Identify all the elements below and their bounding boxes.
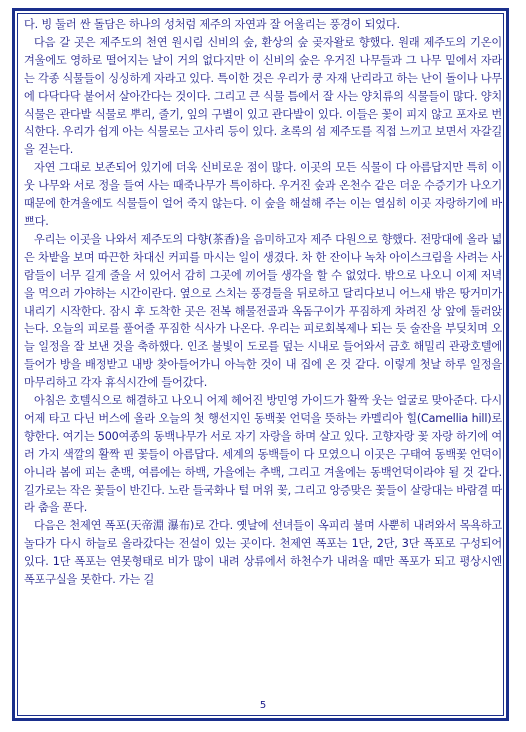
paragraph: 다음은 천제연 폭포(天帝淵 瀑布)로 간다. 옛날에 선녀들이 옥피리 불며 사뿐히 내려와서 목욕하고 놀다가 다시 하늘로 올라갔다는 전설이 있는 곳이다. 천제연 폭포는 1단, 2단, 3단 폭포로 구성되어 있다. 1단 폭포는 연못형태로 비가 많이 내려 상류에서 하천수가 내려올 때만 폭포가 되고 평상시엔 폭포구실을 못한다. 가는 길 xyxy=(24,519,502,587)
paragraph: 다. 빙 둘러 싼 돌담은 하나의 성처럼 제주의 자연과 잘 어울리는 풍경이 되었다. xyxy=(24,18,400,31)
paragraph: 우리는 이곳을 나와서 제주도의 다향(茶香)을 음미하고자 제주 다원으로 향했다. 전망대에 올라 넓은 차밭을 보며 따끈한 차대신 커피를 마시는 일이 생겼다. 차 한 잔이나 녹차 아이스크림을 사려는 사람들이 너무 길게 줄을 서 있어서 감히 그곳에 끼어들 생각을 할 수 없었다. 밖으로 나오니 이제 저녁을 먹으러 가야하는 시간이란다. 옆으로 스치는 풍경들을 뒤로하고 달리다보니 어느새 밖은 땅거미가 내리기 시작한다. 잠시 후 도착한 곳은 전복 해물전골과 옥돔구이가 푸짐하게 차려진 상 앞에 둘러앉는다. 오늘의 피로를 풀어줄 푸짐한 식사가 나온다. 우리는 피로회복제나 되는 듯 술잔을 부딪치며 오늘 일정을 잘 보낸 것을 축하했다. 인조 불빛이 도로를 덮는 시내로 들어와서 금호 해밀리 관광호텔에 들어가 방을 배정받고 내방 찾아들어가니 아늑한 것이 내 집에 온 것 같다. 이렇게 첫날 하루 일정을 마무리하고 각자 휴식시간에 들어갔다. xyxy=(24,232,502,390)
paragraph: 자연 그대로 보존되어 있기에 더욱 신비로운 점이 많다. 이곳의 모든 식물이 다 아름답지만 특히 이웃 나무와 서로 정을 들여 사는 때죽나무가 특이하다. 우거진 숲과 온천수 같은 더운 수증기가 나오기 때문에 한겨울에도 식물들이 얼어 죽지 않는다. 이 숲을 해설해 주는 이는 열심히 이곳 자랑하기에 바쁘다. xyxy=(24,161,502,228)
paragraph: 다음 갈 곳은 제주도의 천연 원시림 신비의 숲, 환상의 숲 곶자왈로 향했다. 원래 제주도의 기온이 겨울에도 영하로 떨어지는 날이 거의 없다지만 이 신비의 숲은 우거진 나무들과 그 나무 밑에서 자라는 각종 식물들이 싱싱하게 자라고 있다. 특이한 것은 우리가 쿵 자재 난리라고 하는 난이 돌이나 나무에 다닥다닥 붙어서 살아간다는 것이다. 그리고 큰 식물 틈에서 잘 사는 양치류의 식물들이 많다. 양치식물은 관다발 식물로 뿌리, 줄기, 잎의 구별이 있고 관다발이 있다. 이들은 꽃이 피지 않고 포자로 번식한다. 우리가 쉽게 아는 식물로는 고사리 등이 있다. 초록의 섬 제주도를 직접 느끼고 보면서 자갈길을 걷는다. xyxy=(24,35,502,157)
page-number: 5 xyxy=(259,700,267,711)
body-text xyxy=(24,16,502,589)
paragraph: 아침은 호텔식으로 해결하고 나오니 어제 헤어진 방민영 가이드가 활짝 웃는 얼굴로 맞아준다. 다시 어제 타고 다닌 버스에 올라 오늘의 첫 행선지인 동백꽃 언덕을 뜻하는 카멜리아 힐(Camellia hill)로 향한다. 여기는 500여종의 동백나무가 서로 자기 자랑을 하며 살고 있다. 고향자랑 꽃 자랑 하기에 여러 가지 색깔의 활짝 핀 꽃들이 아름답다. 세계의 동백들이 다 모였으니 이곳은 구태여 동백꽃 언덕이 아니라 봄에 피는 춘백, 여름에는 하백, 가을에는 추백, 그리고 겨울에는 동백언덕이라야 될 것 같다. 길가로는 작은 꽃들이 반긴다. 노란 들국화나 털 머위 꽃, 그리고 앙증맞은 꽃들이 살랑대는 바람결 따라 춤을 푼다. xyxy=(24,394,502,515)
